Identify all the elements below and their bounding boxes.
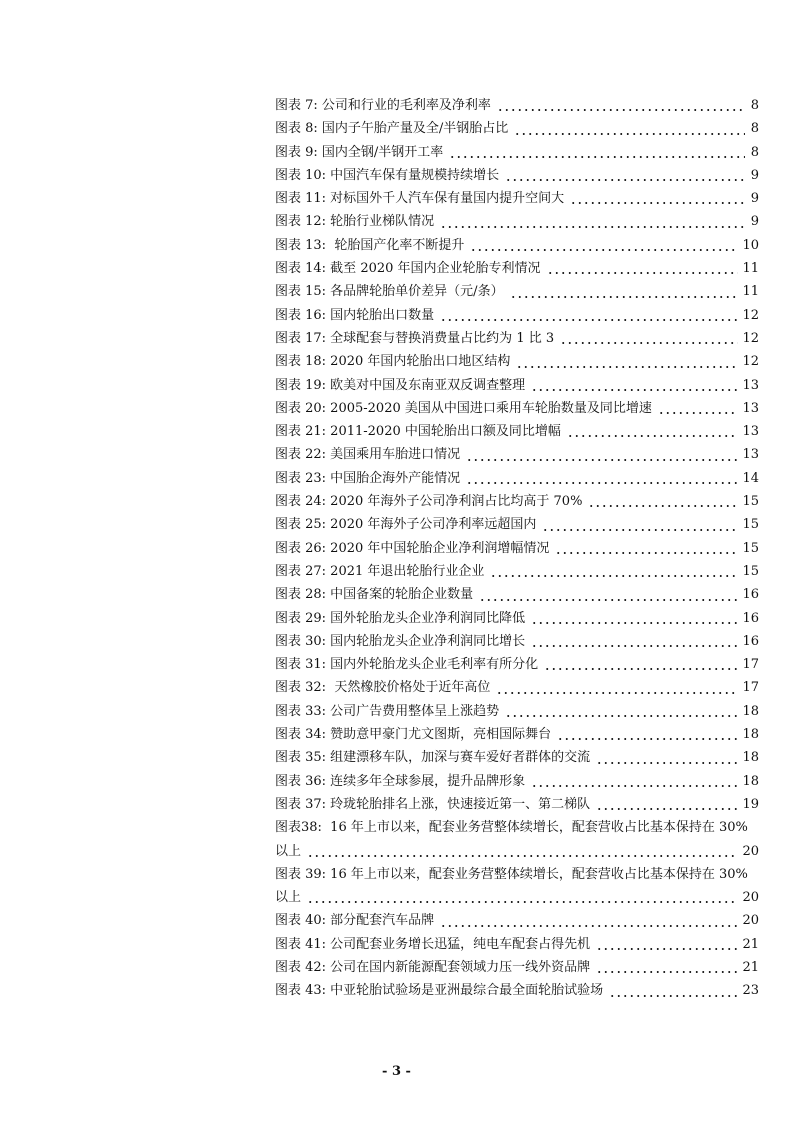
toc-entry-second-line (275, 840, 759, 863)
toc-entry-label: 图表 12: 轮胎行业梯队情况 (275, 214, 435, 230)
toc-entry-page: 12 (742, 354, 759, 370)
toc-entry[interactable] (275, 187, 759, 210)
toc-entry-page: 21 (742, 959, 759, 975)
toc-entry[interactable] (275, 257, 759, 280)
dot-leader (466, 459, 738, 461)
toc-entry-label: 图表 34: 赞助意甲豪门尤文图斯，亮相国际舞台 (275, 727, 552, 743)
toc-entry-label: 图表 36: 连续多年全球参展，提升品牌形象 (275, 773, 526, 789)
toc-entry-label: 图表 10: 中国汽车保有量规模持续增长 (275, 167, 500, 183)
toc-entry-page: 20 (742, 913, 759, 929)
toc-entry-page: 21 (742, 936, 759, 952)
dot-leader (609, 995, 738, 997)
toc-entry-page: 8 (750, 121, 759, 137)
dot-leader (307, 901, 738, 903)
dot-leader (440, 226, 745, 228)
toc-entry[interactable] (275, 560, 759, 583)
dot-leader (596, 948, 738, 950)
toc-entry[interactable] (275, 280, 759, 303)
toc-entry-label-continued: 以上 (275, 843, 302, 859)
toc-entry-page: 8 (750, 98, 759, 113)
toc-entry[interactable] (275, 583, 759, 606)
toc-entry-label: 图表 30: 国内轮胎龙头企业净利润同比增长 (275, 633, 526, 649)
toc-entry-label: 图表 28: 中国备案的轮胎企业数量 (275, 587, 474, 603)
dot-leader (588, 505, 738, 507)
dot-leader (516, 366, 738, 368)
dot-leader (531, 785, 738, 787)
toc-entry-page: 13 (742, 447, 759, 463)
toc-entry-page: 15 (742, 540, 759, 556)
toc-entry-page: 20 (742, 890, 759, 906)
dot-leader (560, 342, 738, 344)
toc-entry-page: 23 (742, 983, 759, 999)
dot-leader (505, 715, 738, 717)
dot-leader (531, 622, 738, 624)
dot-leader (466, 482, 738, 484)
toc-entry-page: 9 (750, 191, 759, 207)
toc-entry-page: 17 (742, 680, 759, 696)
dot-leader (490, 575, 738, 577)
dot-leader (531, 645, 738, 647)
toc-entry[interactable] (275, 327, 759, 350)
dot-leader (658, 412, 739, 414)
toc-entry[interactable] (275, 94, 759, 117)
toc-entry-label: 图表 13: 轮胎国产化率不断提升 (275, 237, 465, 253)
dot-leader (479, 599, 738, 601)
toc-entry-page: 13 (742, 424, 759, 440)
toc-entry[interactable] (275, 979, 759, 1002)
toc-entry-label: 图表38: 16 年上市以来，配套业务营整体续增长，配套营收占比基本保持在 30% (275, 820, 748, 836)
toc-entry-label: 图表 9: 国内全钢/半钢开工率 (275, 144, 444, 160)
toc-entry-page: 20 (742, 843, 759, 859)
toc-entry-page: 12 (742, 330, 759, 346)
toc-entry-label: 图表 19: 欧美对中国及东南亚双反调查整理 (275, 377, 526, 393)
toc-entry-label-continued: 以上 (275, 890, 302, 906)
toc-entry[interactable] (275, 700, 759, 723)
page-number: - 3 - (382, 1064, 411, 1079)
toc-entry-label: 图表 37: 玲珑轮胎排名上涨，快速接近第一、第二梯队 (275, 796, 591, 812)
toc-entry[interactable] (275, 304, 759, 327)
toc-entry[interactable] (275, 933, 759, 956)
dot-leader (497, 109, 745, 111)
toc-entry[interactable] (275, 467, 759, 490)
toc-entry[interactable] (275, 234, 759, 257)
toc-entry-label: 图表 26: 2020 年中国轮胎企业净利润增幅情况 (275, 540, 550, 556)
toc-entry[interactable] (275, 350, 759, 373)
toc-entry-second-line (275, 886, 759, 909)
toc-entry-label: 图表 35: 组建漂移车队，加深与赛车爱好者群体的交流 (275, 750, 591, 766)
toc-entry-label: 图表 39: 16 年上市以来，配套业务营整体续增长，配套营收占比基本保持在 30% (275, 866, 748, 882)
toc-entry-label: 图表 16: 国内轮胎出口数量 (275, 307, 435, 323)
toc-entry-label: 图表 11: 对标国外千人汽车保有量国内提升空间大 (275, 191, 565, 207)
toc-entry[interactable] (275, 141, 759, 164)
toc-entry-wrapped[interactable] (275, 863, 759, 910)
toc-entry-page: 18 (742, 727, 759, 743)
toc-entry-label: 图表 27: 2021 年退出轮胎行业企业 (275, 563, 485, 579)
toc-entry-page: 11 (742, 261, 759, 277)
table-of-figures (275, 94, 759, 1003)
toc-entry-page: 19 (742, 796, 759, 812)
toc-entry-label: 图表 32: 天然橡胶价格处于近年高位 (275, 680, 491, 696)
toc-entry[interactable] (275, 746, 759, 769)
toc-entry-label: 图表 40: 部分配套汽车品牌 (275, 913, 435, 929)
toc-entry-label: 图表 24: 2020 年海外子公司净利润占比均高于 70% (275, 494, 583, 510)
dot-leader (596, 808, 738, 810)
toc-entry-label: 图表 25: 2020 年海外子公司净利率远超国内 (275, 517, 537, 533)
toc-entry-label: 图表 20: 2005-2020 美国从中国进口乘用车轮胎数量及同比增速 (275, 400, 652, 416)
toc-entry-label: 图表 29: 国外轮胎龙头企业净利润同比降低 (275, 610, 526, 626)
dot-leader (496, 692, 738, 694)
dot-leader (547, 272, 739, 274)
toc-entry[interactable] (275, 513, 759, 536)
toc-entry[interactable] (275, 117, 759, 140)
toc-entry[interactable] (275, 164, 759, 187)
toc-entry-label: 图表 15: 各品牌轮胎单价差异（元/条） (275, 284, 504, 300)
toc-entry[interactable] (275, 537, 759, 560)
toc-entry-page: 8 (750, 144, 759, 160)
toc-entry-page: 13 (742, 400, 759, 416)
toc-entry-page: 18 (742, 750, 759, 766)
toc-entry-label: 图表 23: 中国胎企海外产能情况 (275, 470, 461, 486)
dot-leader (505, 179, 745, 181)
toc-entry[interactable] (275, 909, 759, 932)
toc-entry[interactable] (275, 443, 759, 466)
dot-leader (531, 389, 738, 391)
toc-entry-page: 11 (742, 284, 759, 300)
dot-leader (440, 925, 738, 927)
toc-entry[interactable] (275, 630, 759, 653)
toc-entry[interactable] (275, 397, 759, 420)
toc-entry-page: 12 (742, 307, 759, 323)
toc-entry-label: 图表 31: 国内外轮胎龙头企业毛利率有所分化 (275, 657, 539, 673)
toc-entry-page: 15 (742, 517, 759, 533)
dot-leader (510, 296, 739, 298)
toc-entry-page: 17 (742, 657, 759, 673)
toc-entry-page: 15 (742, 563, 759, 579)
toc-entry-label: 图表 33: 公司广告费用整体呈上涨趋势 (275, 703, 500, 719)
dot-leader (596, 762, 738, 764)
toc-entry[interactable] (275, 723, 759, 746)
toc-entry-label: 图表 42: 公司在国内新能源配套领域力压一线外资品牌 (275, 959, 591, 975)
toc-entry[interactable] (275, 653, 759, 676)
dot-leader (567, 435, 739, 437)
toc-entry-label: 图表 21: 2011-2020 中国轮胎出口额及同比增幅 (275, 424, 561, 440)
toc-entry[interactable] (275, 210, 759, 233)
toc-entry-page: 15 (742, 494, 759, 510)
toc-entry[interactable] (275, 793, 759, 816)
toc-entry-page: 18 (742, 703, 759, 719)
toc-entry-label: 图表 7: 公司和行业的毛利率及净利率 (275, 98, 491, 113)
dot-leader (596, 971, 738, 973)
toc-entry-page: 16 (742, 633, 759, 649)
toc-entry-label: 图表 18: 2020 年国内轮胎出口地区结构 (275, 354, 511, 370)
dot-leader (307, 855, 738, 857)
dot-leader (514, 133, 745, 135)
dot-leader (570, 202, 745, 204)
toc-entry-label: 图表 8: 国内子午胎产量及全/半钢胎占比 (275, 121, 509, 137)
toc-entry-label: 图表 22: 美国乘用车胎进口情况 (275, 447, 461, 463)
toc-entry[interactable] (275, 374, 759, 397)
toc-entry-page: 13 (742, 377, 759, 393)
toc-entry[interactable] (275, 490, 759, 513)
toc-entry-label: 图表 17: 全球配套与替换消费量占比约为 1 比 3 (275, 330, 555, 346)
toc-entry-wrapped[interactable] (275, 816, 759, 863)
dot-leader (440, 319, 738, 321)
toc-entry[interactable] (275, 956, 759, 979)
toc-entry[interactable] (275, 770, 759, 793)
toc-entry-page: 9 (750, 167, 759, 183)
toc-entry-page: 9 (750, 214, 759, 230)
toc-entry[interactable] (275, 420, 759, 443)
toc-entry-first-line (275, 863, 759, 886)
toc-entry[interactable] (275, 676, 759, 699)
toc-entry[interactable] (275, 607, 759, 630)
toc-entry-page: 18 (742, 773, 759, 789)
dot-leader (557, 738, 738, 740)
toc-entry-page: 14 (742, 470, 759, 486)
toc-entry-label: 图表 14: 截至 2020 年国内企业轮胎专利情况 (275, 261, 541, 277)
dot-leader (555, 552, 738, 554)
dot-leader (470, 249, 738, 251)
dot-leader (544, 668, 738, 670)
toc-entry-label: 图表 41: 公司配套业务增长迅猛，纯电车配套占得先机 (275, 936, 591, 952)
dot-leader (449, 156, 745, 158)
toc-entry-page: 16 (742, 610, 759, 626)
toc-entry-label: 图表 43: 中亚轮胎试验场是亚洲最综合最全面轮胎试验场 (275, 983, 604, 999)
toc-entry-page: 10 (742, 237, 759, 253)
dot-leader (542, 529, 738, 531)
toc-entry-page: 16 (742, 587, 759, 603)
toc-entry-first-line (275, 816, 759, 839)
